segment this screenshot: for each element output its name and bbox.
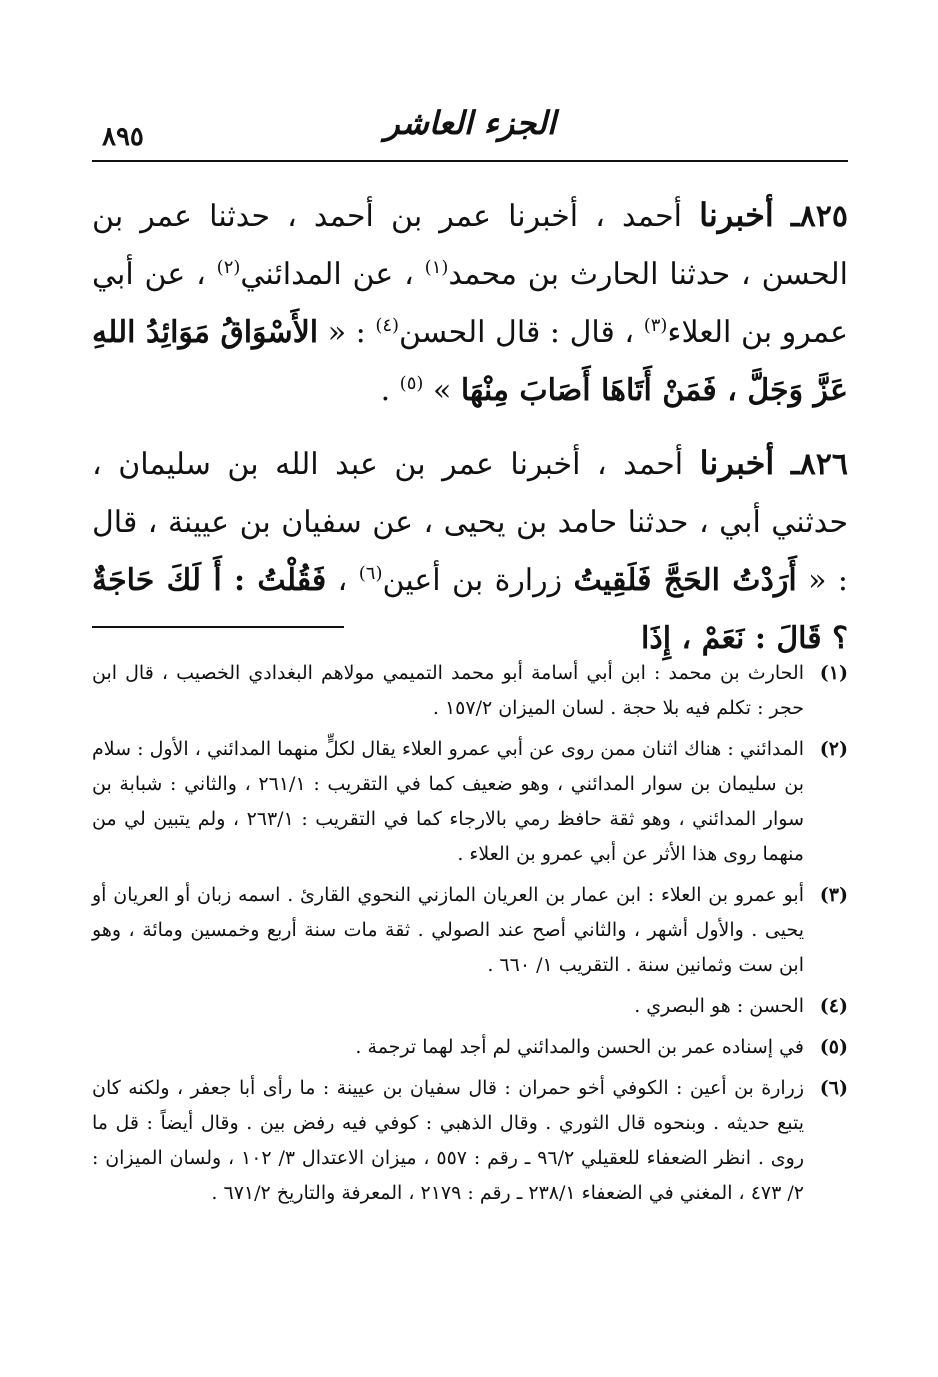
running-title: الجزء العاشر [384, 104, 556, 142]
hadith-text: زرارة بن أعين [382, 563, 574, 598]
footnote-ref[interactable]: (١) [424, 257, 449, 278]
footnote-number: (١) [819, 662, 848, 684]
hadith-text: أحمد ، أخبرنا عمر بن أحمد ، حدثنا عمر بن الحسن ، حدثنا الحارث بن محمد [92, 199, 849, 292]
hadith-text: : « [318, 315, 376, 350]
footnote-number: (٦) [819, 1077, 848, 1099]
hadith-text: . [380, 373, 400, 408]
hadith-number: ٨٢٦ـ [790, 447, 848, 482]
hadith-text: ، عن أبي عمرو بن العلاء [92, 257, 848, 350]
footnote-item [92, 656, 848, 726]
footnote-item [92, 732, 848, 872]
footnote-ref[interactable]: (٢) [216, 257, 241, 278]
footnote-item [92, 1030, 848, 1065]
footnote-item [92, 989, 848, 1024]
hadith-number: ٨٢٥ـ [790, 199, 848, 234]
footnote-text: المدائني : هناك اثنان ممن روى عن أبي عمرو العلاء يقال لكلٍّ منهما المدائني ، الأول : سلام بن سليمان بن سوار المدائني ، وهو ضعيف كما في التقريب : ٢٦١/١ ، والثاني : شبابة بن سوار المدائني ، وهو ثقة حافظ رمي بالارجاء كما في التقريب : ٢٦٣/١ ، ولم يتبين لي من منهما روى هذا الأثر عن أبي عمرو بن العلاء . [92, 738, 804, 865]
page-number: ٨٩٥ [102, 122, 144, 152]
quoted-saying: الأَسْوَاقُ مَوَائِدُ اللهِ عَزَّ وَجَلَّ ، فَمَنْ أَتَاهَا أَصَابَ مِنْهَا [92, 315, 848, 408]
hadith-825 [92, 186, 848, 420]
footnote-ref[interactable]: (٤) [375, 315, 400, 336]
footnotes [92, 656, 848, 1217]
footnote-ref[interactable]: (٣) [643, 315, 668, 336]
hadith-text: » [423, 373, 461, 408]
hadith-text: ، عن المدائني [240, 257, 425, 292]
footnote-item [92, 878, 848, 983]
footnote-text: أبو عمرو بن العلاء : ابن عمار بن العريان المازني النحوي القارئ . اسمه زبان أو العريان أو يحيى . والأول أشهر ، والثاني أصح عند الصولي . ثقة مات سنة أربع وخمسين ومائة ، وهو ابن ست وثمانين سنة . التقريب ١/ ٦٦٠ . [92, 884, 804, 976]
page-header [92, 96, 848, 162]
hadith-826 [92, 434, 848, 668]
footnote-text: الحسن : هو البصري . [634, 995, 804, 1017]
quoted-saying: أَرَدْتُ الحَجَّ فَلَقِيتُ [573, 563, 797, 598]
footnote-item [92, 1071, 848, 1211]
footnote-text: في إسناده عمر بن الحسن والمدائني لم أجد لهما ترجمة . [355, 1036, 804, 1058]
hadith-lead-word: أخبرنا [699, 444, 775, 482]
footnote-text: زرارة بن أعين : الكوفي أخو حمران : قال سفيان بن عيينة : ما رأى أبا جعفر ، ولكنه كان يتبع حديثه . وبنحوه قال الثوري . وقال الذهبي : كوفي فيه رفض بين . وقال أيضاً : قل ما روى . انظر الضعفاء للعقيلي ٩٦/٢ ـ رقم : ٥٥٧ ، ميزان الاعتدال ٣/ ١٠٢ ، ولسان الميزان : ٢/ ٤٧٣ ، المغني في الضعفاء ٢٣٨/١ ـ رقم : ٢١٧٩ ، المعرفة والتاريخ ٦٧١/٢ . [92, 1077, 804, 1204]
footnote-number: (٥) [819, 1036, 848, 1058]
hadith-text: ، [326, 563, 359, 598]
footnote-number: (٤) [819, 995, 848, 1017]
hadith-lead-word: أخبرنا [699, 196, 774, 234]
footnote-divider [92, 626, 344, 628]
hadith-text: أحمد ، أخبرنا عمر بن عبد الله بن سليمان ، حدثني أبي ، حدثنا حامد بن يحيى ، عن سفيان بن عيينة ، قال : « [92, 447, 848, 598]
quoted-saying: فَقُلْتُ : أَ لَكَ حَاجَةٌ ؟ قَالَ : نَعَمْ ، إِذَا [92, 563, 848, 656]
footnote-number: (٣) [819, 884, 848, 906]
footnote-ref[interactable]: (٦) [358, 563, 383, 584]
footnote-ref[interactable]: (٥) [399, 373, 424, 394]
footnote-number: (٢) [819, 738, 848, 760]
hadith-text: ، قال : قال الحسن [399, 315, 644, 350]
main-text [92, 186, 848, 682]
footnote-text: الحارث بن محمد : ابن أبي أسامة أبو محمد التميمي مولاهم البغدادي الخصيب ، قال ابن حجر : تكلم فيه بلا حجة . لسان الميزان ١٥٧/٢ . [92, 662, 804, 719]
